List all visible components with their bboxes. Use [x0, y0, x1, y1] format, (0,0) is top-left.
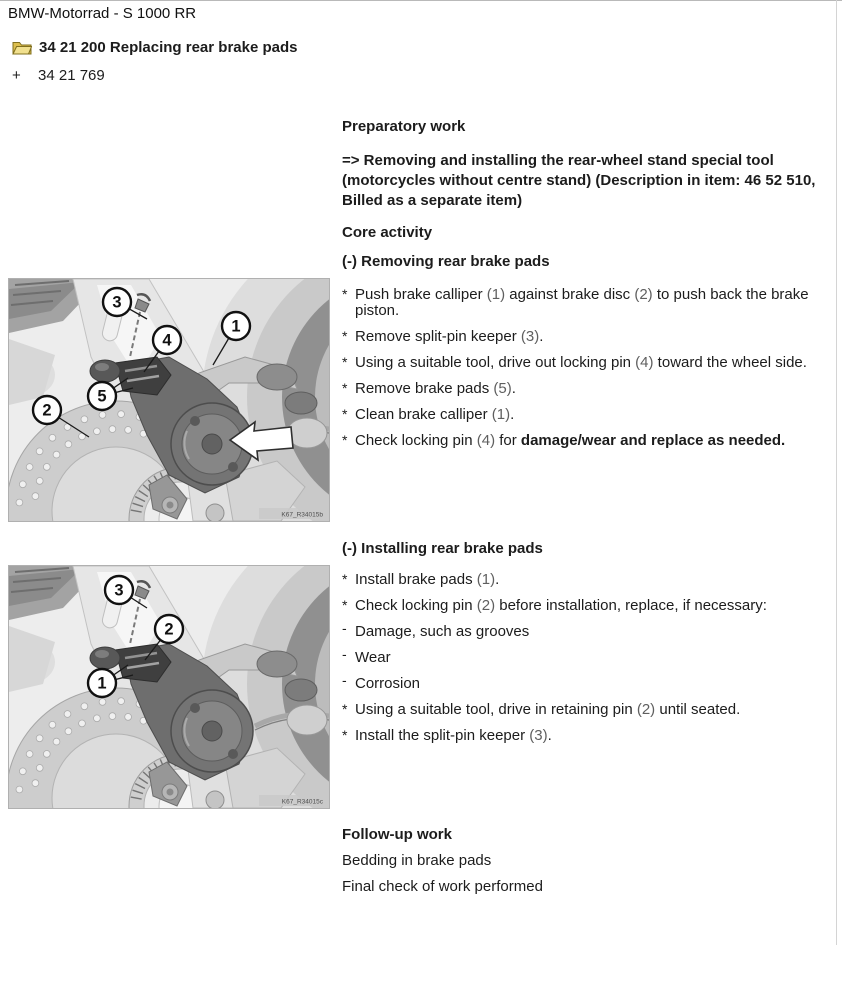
star-bullet-icon: * [342, 380, 348, 396]
followup-item-bedding: Bedding in brake pads [342, 852, 492, 869]
step-item: - Corrosion [342, 672, 421, 692]
star-bullet-icon: * [342, 597, 348, 613]
star-bullet-icon: * [342, 432, 348, 448]
step-item: * Install the split-pin keeper (3). [342, 727, 552, 744]
preparatory-work-link[interactable]: => Removing and installing the rear-wheel stand special tool (motorcycles without centre stand) (Description in item: 46 52 510, Billed as a separate item) [342, 152, 816, 209]
installing-section-heading: (-) Installing rear brake pads [342, 540, 543, 557]
star-bullet-icon: * [342, 354, 348, 370]
top-divider [0, 0, 842, 1]
core-activity-heading: Core activity [342, 224, 433, 241]
step-item: * Check locking pin (2) before installation, replace, if necessary: [342, 597, 767, 614]
figure-watermark: K67_R34015b [281, 511, 323, 519]
step-item: * Install brake pads (1). [342, 571, 500, 588]
callout-number: 2 [164, 620, 174, 639]
step-item: * Push brake calliper (1) against brake disc (2) to push back the brake piston. [342, 286, 809, 319]
star-bullet-icon: * [342, 701, 348, 717]
followup-work-heading: Follow-up work [342, 826, 452, 843]
star-bullet-icon: * [342, 328, 348, 344]
star-bullet-icon: * [342, 286, 348, 302]
step-item: * Clean brake calliper (1). [342, 406, 515, 423]
step-item: * Check locking pin (4) for damage/wear and replace as needed. [342, 432, 786, 449]
tree-node-child[interactable] [12, 67, 105, 84]
figure-watermark: K67_R34015c [281, 798, 323, 806]
callout-number: 3 [112, 293, 122, 312]
callout-number: 1 [97, 674, 107, 693]
step-item: * Using a suitable tool, drive out locking pin (4) toward the wheel side. [342, 354, 807, 371]
star-bullet-icon: * [342, 571, 348, 587]
star-bullet-icon: * [342, 727, 348, 743]
step-item: - Wear [342, 646, 391, 666]
page-title: BMW-Motorrad - S 1000 RR [8, 5, 197, 22]
callout-number: 4 [162, 331, 172, 350]
followup-item-final-check: Final check of work performed [342, 878, 543, 895]
step-item: * Remove split-pin keeper (3). [342, 328, 544, 345]
preparatory-work-heading: Preparatory work [342, 118, 466, 135]
step-item: - Damage, such as grooves [342, 620, 530, 640]
removing-section-heading: (-) Removing rear brake pads [342, 253, 550, 270]
dash-bullet-icon: - [342, 672, 347, 688]
tree-node-label[interactable]: 34 21 200 Replacing rear brake pads [39, 39, 298, 56]
tree-child-label[interactable]: 34 21 769 [38, 67, 105, 84]
callout-number: 5 [97, 387, 107, 406]
figure-removing-brake-pads [8, 278, 330, 522]
right-divider [836, 0, 837, 945]
step-item: * Using a suitable tool, drive in retaining pin (2) until seated. [342, 701, 741, 718]
step-item: * Remove brake pads (5). [342, 380, 516, 397]
dash-bullet-icon: - [342, 620, 347, 636]
open-folder-icon[interactable] [12, 40, 32, 55]
callout-number: 1 [231, 317, 241, 336]
removing-steps-list [342, 287, 834, 459]
callout-number: 3 [114, 581, 124, 600]
tree-node-main[interactable] [12, 39, 297, 56]
dash-bullet-icon: - [342, 646, 347, 662]
figure-installing-brake-pads [8, 565, 330, 809]
installing-steps-list [342, 572, 834, 754]
expand-plus-icon[interactable]: + [12, 67, 21, 84]
callout-number: 2 [42, 401, 52, 420]
star-bullet-icon: * [342, 406, 348, 422]
